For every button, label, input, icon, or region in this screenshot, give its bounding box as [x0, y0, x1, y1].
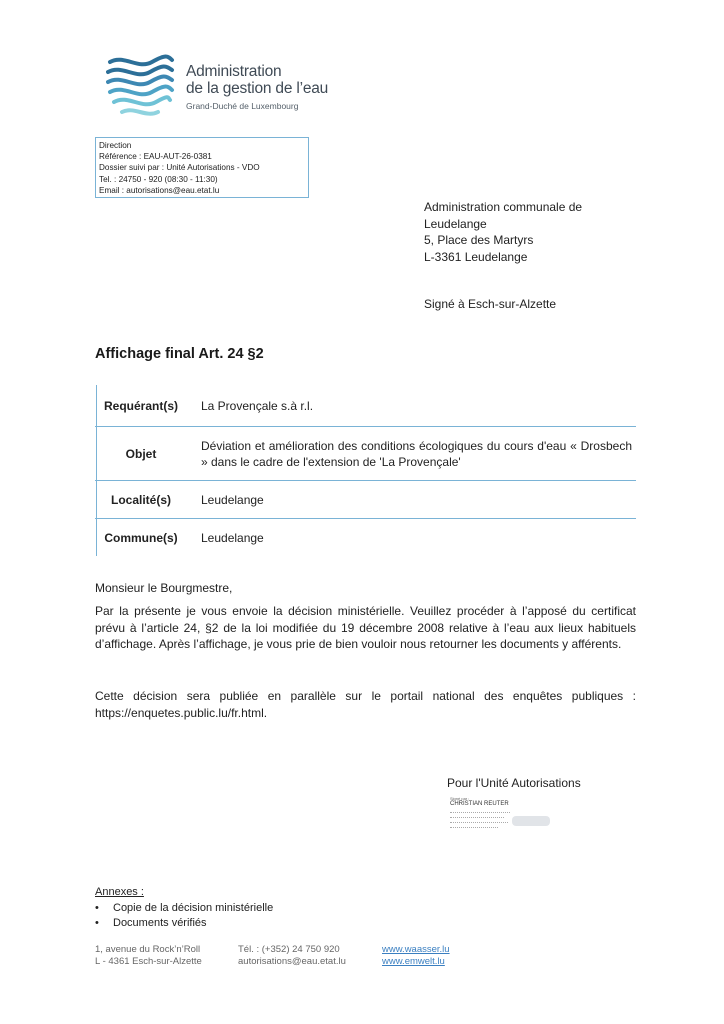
footer-links — [382, 944, 450, 968]
annexes-list — [95, 901, 273, 931]
recipient-line-2: Leudelange — [424, 216, 487, 231]
signature-heading: Pour l'Unité Autorisations — [447, 776, 581, 790]
bullet-icon: • — [95, 902, 99, 914]
logo-text — [186, 63, 328, 111]
row-label: Requérant(s) — [103, 398, 178, 413]
bullet-icon: • — [95, 917, 99, 929]
signer-name: CHRISTIAN REUTER — [450, 801, 509, 807]
footer-link-emwelt[interactable]: www.emwelt.lu — [382, 956, 445, 967]
signature-blur — [512, 816, 550, 826]
logo-line-2: de la gestion de l’eau — [186, 80, 329, 97]
footer-address — [95, 944, 202, 968]
table-row-locality — [95, 481, 636, 519]
footer-address-line-1: 1, avenue du Rock’n’Roll — [95, 944, 201, 955]
info-followed-by: Dossier suivi par : Unité Autorisations - VDO — [99, 163, 260, 173]
row-value: Leudelange — [201, 530, 264, 545]
info-reference: Référence : EAU-AUT-26-0381 — [99, 152, 212, 162]
document-title: Affichage final Art. 24 §2 — [95, 346, 264, 362]
footer-contact — [238, 944, 346, 968]
recipient-line-4: L-3361 Leudelange — [424, 249, 528, 264]
recipient-address — [424, 199, 582, 265]
annex-item-label: Documents vérifiés — [113, 917, 207, 929]
row-value: La Provençale s.à r.l. — [201, 398, 314, 413]
table-row-object — [95, 427, 636, 481]
annex-item-label: Copie de la décision ministérielle — [113, 902, 274, 914]
digital-signature — [450, 796, 590, 836]
logo-line-3: Grand-Duché de Luxembourg — [186, 101, 299, 111]
footer-address-line-2: L - 4361 Esch-sur-Alzette — [95, 956, 202, 967]
footer-email: autorisations@eau.etat.lu — [238, 956, 346, 967]
logo-line-1: Administration — [186, 63, 282, 80]
body-paragraph-1: Par la présente je vous envoie la décision ministérielle. Veuillez procéder à l’apposé du certificat prévu à l’article 24, §2 de la loi modifiée du 19 décembre 2008 relative à l’eau aux lieux habituels d’affichage. Après l’affichage, je vous prie de bien vouloir nous retourner les documents y afférents. — [95, 604, 636, 651]
footer-phone: Tél. : (+352) 24 750 920 — [238, 944, 340, 955]
info-phone: Tel. : 24750 - 920 (08:30 - 11:30) — [99, 174, 218, 184]
reference-info-box — [95, 137, 309, 198]
row-label: Commune(s) — [104, 530, 178, 545]
signed-location: Signé à Esch-sur-Alzette — [424, 297, 557, 311]
annexes-title: Annexes : — [95, 886, 144, 898]
water-waves-logo-icon — [106, 52, 176, 120]
footer-link-waasser[interactable]: www.waasser.lu — [382, 944, 450, 955]
row-value: Déviation et amélioration des conditions écologiques du cours d'eau « Drosbech » dans le cadre de l'extension de 'La Provençale' — [201, 438, 632, 469]
recipient-line-3: 5, Place des Martyrs — [424, 233, 534, 248]
list-item — [95, 901, 273, 916]
list-item — [95, 916, 273, 931]
table-row-commune — [95, 519, 636, 556]
agency-logo — [106, 52, 336, 124]
row-label: Localité(s) — [110, 492, 171, 507]
row-value: Leudelange — [201, 492, 264, 507]
table-row-applicant — [95, 385, 636, 427]
signed-by-label: Signé par : — [450, 796, 470, 801]
recipient-line-1: Administration communale de — [424, 200, 583, 214]
row-label: Objet — [125, 446, 157, 461]
salutation: Monsieur le Bourgmestre, — [95, 581, 233, 595]
body-paragraph-2: Cette décision sera publiée en parallèle sur le portail national des enquêtes publiques : https://enquetes.public.lu/fr.html. — [95, 689, 636, 720]
dossier-table — [95, 385, 636, 556]
info-direction: Direction — [99, 141, 132, 150]
info-email: Email : autorisations@eau.etat.lu — [99, 185, 220, 195]
